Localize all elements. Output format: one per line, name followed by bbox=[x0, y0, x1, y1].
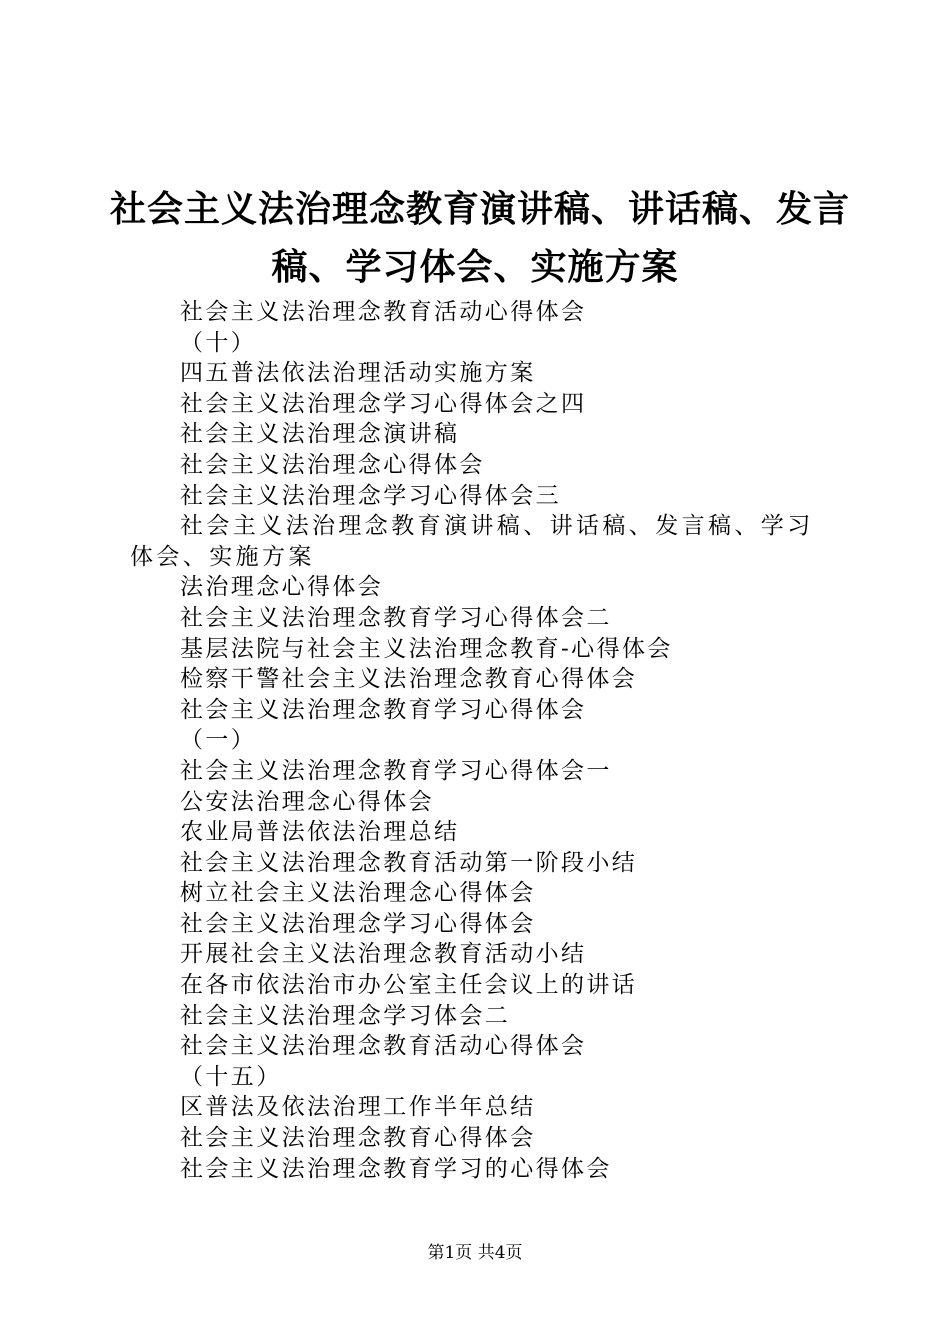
list-item: 社会主义法治理念教育活动第一阶段小结 bbox=[180, 849, 638, 876]
list-item: 社会主义法治理念学习体会二 bbox=[180, 1002, 511, 1029]
list-item: 法治理念心得体会 bbox=[180, 574, 384, 601]
list-item: 社会主义法治理念演讲稿 bbox=[180, 421, 460, 448]
list-item: 检察干警社会主义法治理念教育心得体会 bbox=[180, 666, 638, 693]
list-item: 四五普法依法治理活动实施方案 bbox=[180, 360, 536, 387]
list-item: 社会主义法治理念学习心得体会之四 bbox=[180, 390, 587, 417]
list-item: （十五） bbox=[180, 1063, 282, 1090]
list-item: （一） bbox=[180, 727, 257, 754]
list-item: 社会主义法治理念学习心得体会三 bbox=[180, 482, 561, 509]
list-item: 在各市依法治市办公室主任会议上的讲话 bbox=[180, 972, 638, 999]
title-line-1: 社会主义法治理念教育演讲稿、讲话稿、发言 bbox=[110, 188, 851, 230]
page-number-footer: 第1页 共4页 bbox=[427, 1243, 523, 1263]
list-item: 公安法治理念心得体会 bbox=[180, 788, 434, 815]
list-item: 开展社会主义法治理念教育活动小结 bbox=[180, 941, 587, 968]
title-line-2: 稿、学习体会、实施方案 bbox=[271, 246, 679, 288]
list-item: 社会主义法治理念教育学习心得体会一 bbox=[180, 757, 612, 784]
list-item: 基层法院与社会主义法治理念教育-心得体会 bbox=[180, 635, 673, 662]
list-item: 社会主义法治理念教育活动心得体会 bbox=[180, 1033, 587, 1060]
list-item: 社会主义法治理念教育心得体会 bbox=[180, 1125, 536, 1152]
list-item: （十） bbox=[180, 329, 257, 356]
list-item: 社会主义法治理念教育学习心得体会 bbox=[180, 696, 587, 723]
list-item: 社会主义法治理念教育演讲稿、讲话稿、发言稿、学习体会、实施方案 bbox=[130, 513, 814, 570]
list-item: 社会主义法治理念心得体会 bbox=[180, 451, 485, 478]
list-item: 社会主义法治理念教育学习心得体会二 bbox=[180, 604, 612, 631]
document-item-list bbox=[130, 297, 835, 1184]
document-title bbox=[110, 180, 851, 296]
list-item: 社会主义法治理念教育活动心得体会 bbox=[180, 299, 587, 325]
list-item: 社会主义法治理念学习心得体会 bbox=[180, 910, 536, 937]
list-item: 农业局普法依法治理总结 bbox=[180, 819, 460, 846]
list-item: 树立社会主义法治理念心得体会 bbox=[180, 880, 536, 907]
list-item: 社会主义法治理念教育学习的心得体会 bbox=[180, 1155, 612, 1182]
list-item: 区普法及依法治理工作半年总结 bbox=[180, 1094, 536, 1121]
